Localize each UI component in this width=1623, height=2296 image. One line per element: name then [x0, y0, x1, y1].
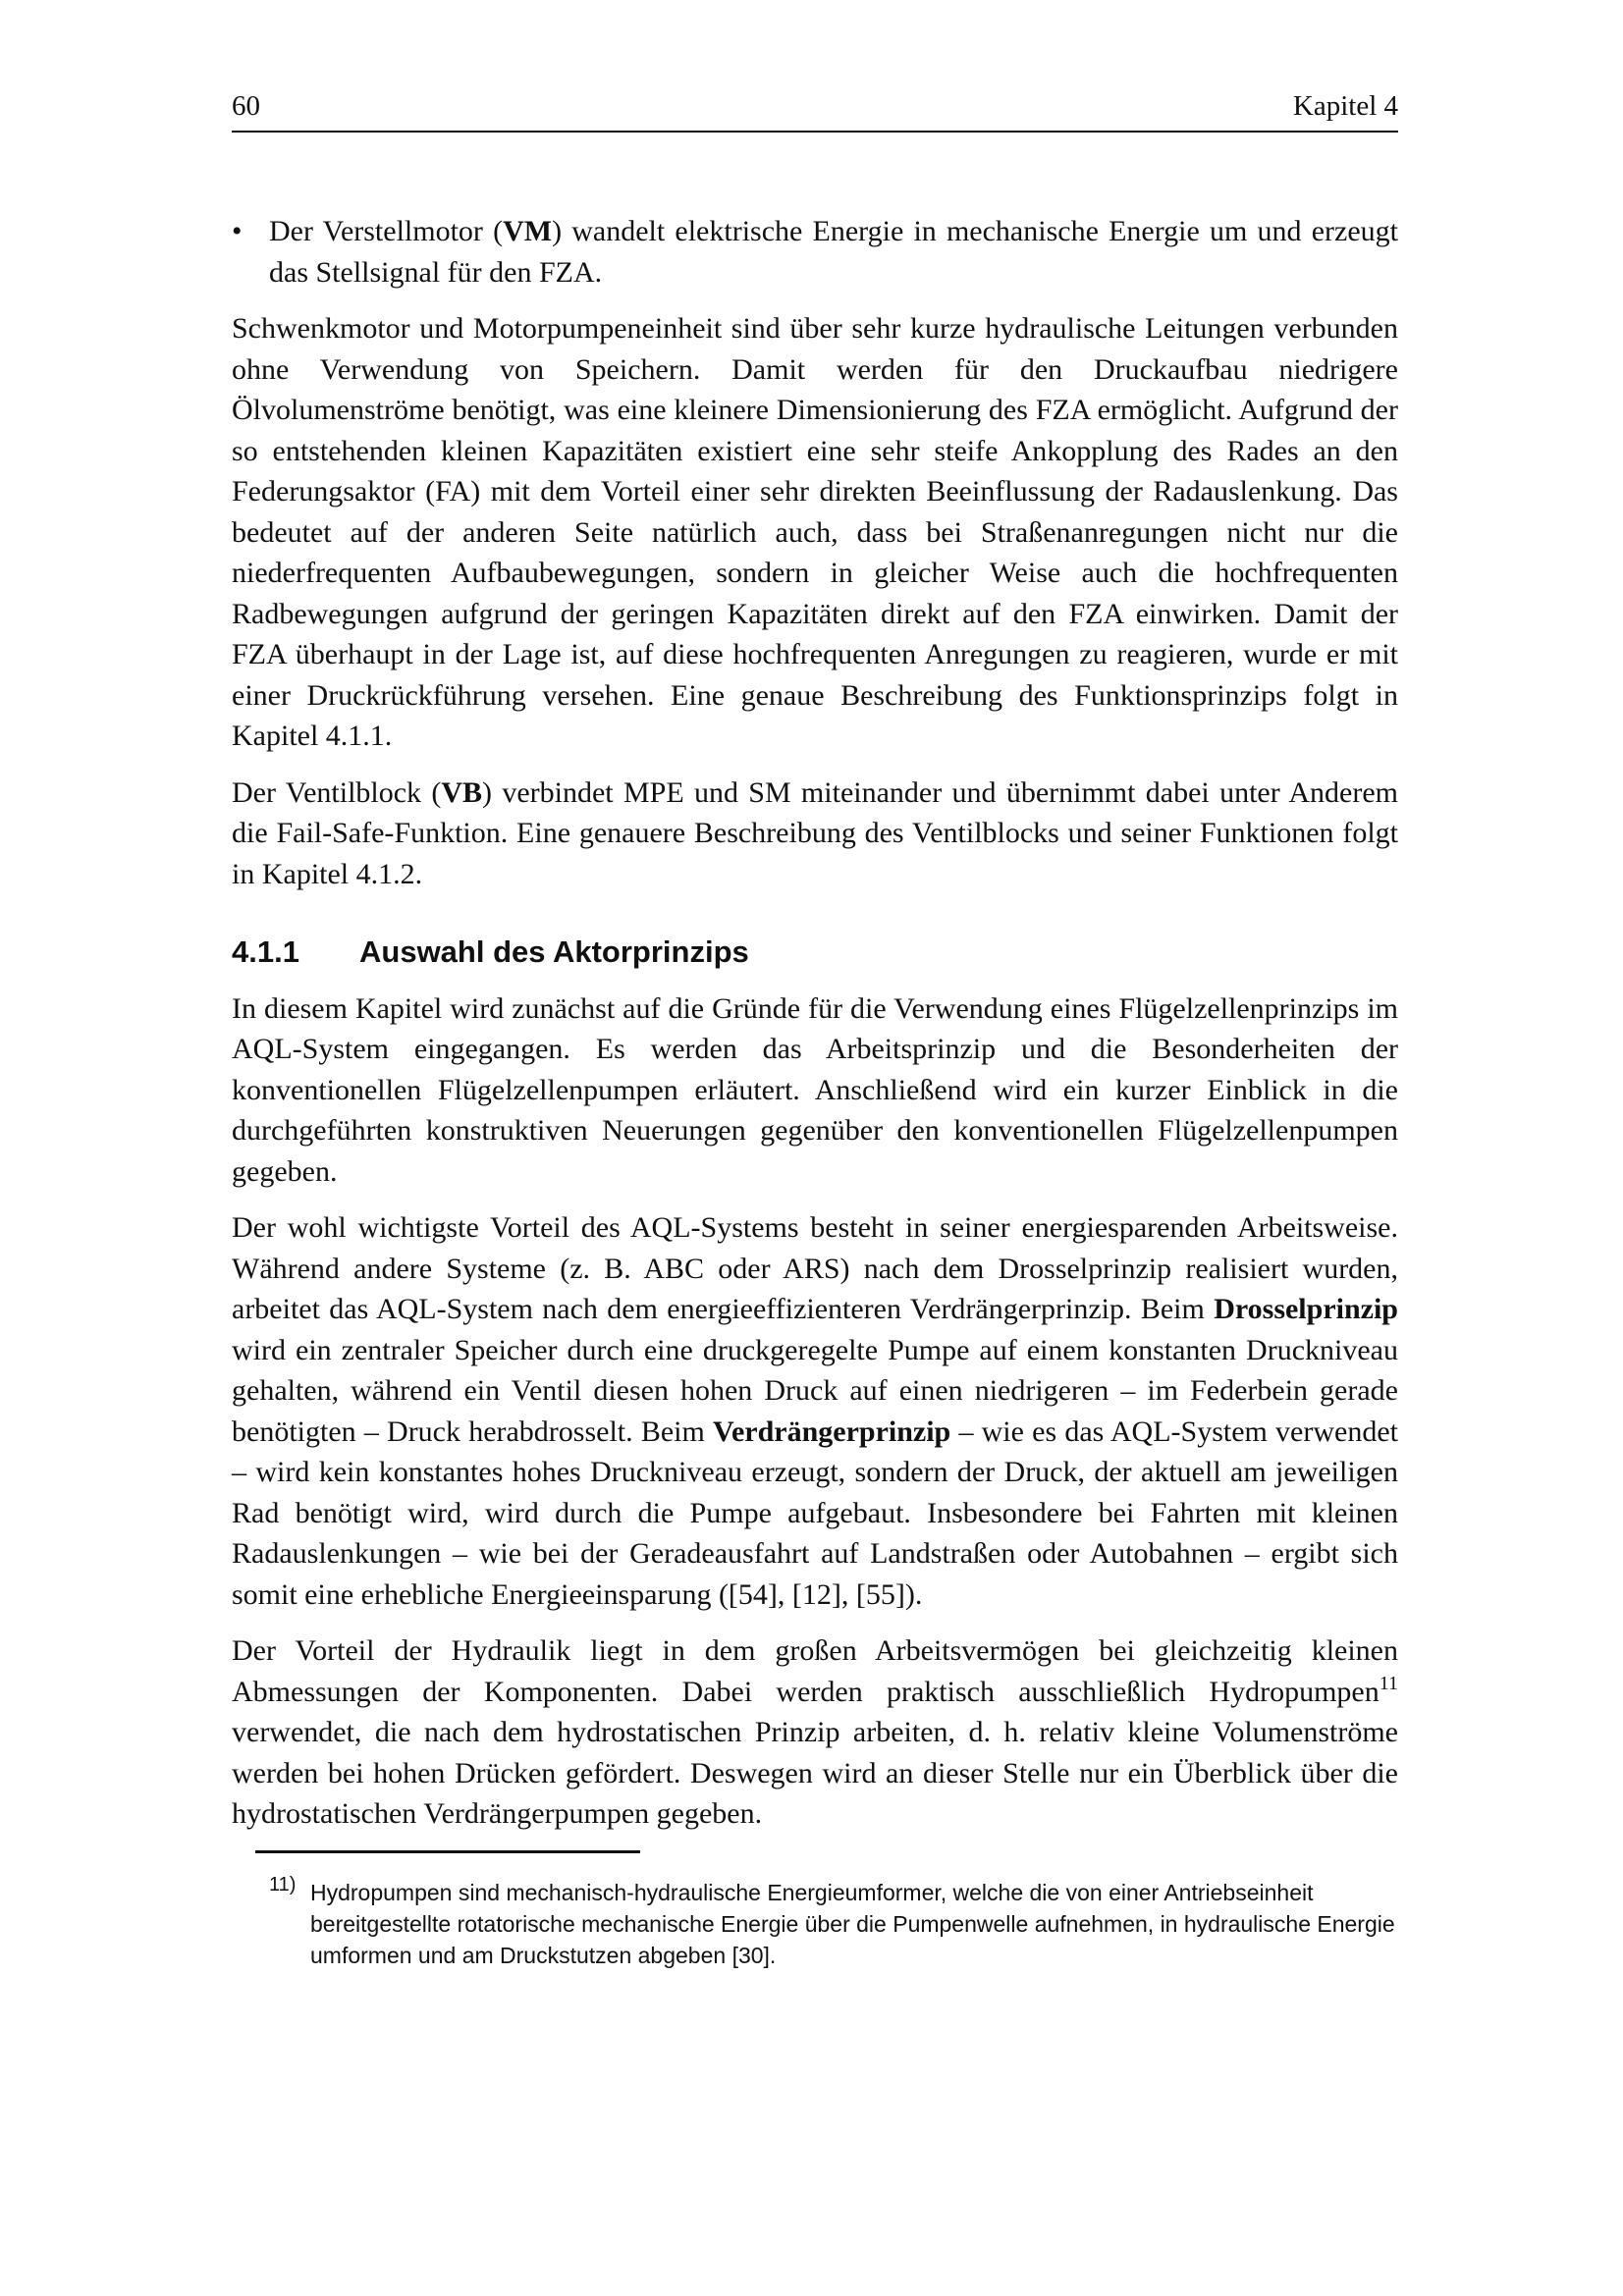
text-run: – wie es das AQL-System verwendet – wird kein konstantes hohes Druckniveau erzeugt, sondern der Druck, der aktuell am jeweiligen Rad benötigt wird, wird durch die Pumpe aufgebaut. Insbesondere bei Fahrten mit kleinen Radauslenkungen – wie bei der Geradeausfahrt auf Landstraßen oder Autobahnen – ergibt sich somit eine erhebliche Energieeinsparung ([54], [12], [55]). — [232, 1415, 1398, 1611]
page-body — [232, 211, 1398, 1971]
bullet-dot: • — [232, 215, 243, 247]
page-number: 60 — [232, 90, 260, 122]
footnote-separator — [255, 1850, 640, 1853]
section-heading — [232, 932, 1398, 973]
page-header — [232, 90, 1398, 133]
bold-term: Drosselprinzip — [1214, 1293, 1398, 1325]
footnote-text: Hydropumpen sind mechanisch-hydraulische Energieumformer, welche die von einer Antriebseinheit bereitgestellte rotatorische mechanische Energie über die Pumpenwelle aufnehmen, in hydraulische Energie umformen und am Druckstutzen abgeben [30]. — [310, 1879, 1395, 1968]
text-run: wird ein zentraler Speicher durch eine druckgeregelte Pumpe auf einem konstanten Druckniveau gehalten, während ein Ventil diesen hohen Druck auf einen niedrigeren – im Federbein gerade benötigten – Druck herabdrosselt. Beim — [232, 1333, 1398, 1448]
text-run: Der Ventilblock ( — [232, 775, 442, 809]
footnote-reference[interactable]: 11 — [1379, 1672, 1398, 1694]
bold-term: VB — [441, 775, 483, 809]
document-page — [232, 90, 1398, 1971]
paragraph-5 — [232, 1630, 1398, 1835]
text-run: Der Vorteil der Hydraulik liegt in dem großen Arbeitsvermögen bei gleichzeitig kleinen Abmessungen der Komponenten. Dabei werden praktisch ausschließlich Hydropumpen — [232, 1634, 1398, 1708]
footnote — [269, 1873, 1398, 1971]
paragraph-2 — [232, 773, 1398, 895]
paragraph-3: In diesem Kapitel wird zunächst auf die Gründe für die Verwendung eines Flügelzellenprinzips im AQL-System eingegangen. Es werden das Arbeitsprinzip und die Besonderheiten der konventionellen Flügelzellenpumpen erläutert. Anschließend wird ein kurzer Einblick in die durchgeführten konstruktiven Neuerungen gegenüber den konventionellen Flügelzellenpumpen gegeben. — [232, 991, 1398, 1188]
text-run: Der wohl wichtigste Vorteil des AQL-Systems besteht in seiner energiesparenden Arbeitsweise. Während andere Systeme (z. B. ABC oder ARS) nach dem Drosselprinzip realisiert wurden, arbeitet das AQL-System nach dem energieeffizienteren Verdrängerprinzip. Beim — [232, 1211, 1398, 1325]
text-run: verwendet, die nach dem hydrostatischen Prinzip arbeiten, d. h. relativ kleine Volumenströme werden bei hohen Drücken gefördert. Deswegen wird an dieser Stelle nur ein Überblick über die hydrostatischen Verdrängerpumpen gegeben. — [232, 1716, 1398, 1830]
section-number: 4.1.1 — [232, 934, 299, 969]
paragraph-1: Schwenkmotor und Motorpumpeneinheit sind über sehr kurze hydraulische Leitungen verbunden ohne Verwendung von Speichern. Damit werden für den Druckaufbau niedrigere Ölvolumenströme benötigt, was eine kleinere Dimensionierung des FZA ermöglicht. Aufgrund der so entstehenden kleinen Kapazitäten existiert eine sehr steife Ankopplung des Rades an den Federungsaktor (FA) mit dem Vorteil einer sehr direkten Beeinflussung der Radauslenkung. Das bedeutet auf der anderen Seite natürlich auch, dass bei Straßenanregungen nicht nur die niederfrequenten Aufbaubewegungen, sondern in gleicher Weise auch die hochfrequenten Radbewegungen aufgrund der geringen Kapazitäten direkt auf den FZA einwirken. Damit der FZA überhaupt in der Lage ist, auf diese hochfrequenten Anregungen zu reagieren, wurde er mit einer Druckrückführung versehen. Eine genaue Beschreibung des Funktionsprinzips folgt in Kapitel 4.1.1. — [232, 312, 1398, 752]
chapter-title: Kapitel 4 — [1292, 90, 1398, 122]
bold-term: VM — [503, 215, 553, 247]
bullet-text — [269, 211, 1398, 293]
text-run: Der Verstellmotor ( — [269, 215, 504, 247]
text-run: ) verbindet MPE und SM miteinander und übernimmt dabei unter Anderem die Fail-Safe-Funktion. Eine genauere Beschreibung des Ventilblocks und seiner Funktionen folgt in Kapitel 4.1.2. — [232, 775, 1398, 890]
section-title: Auswahl des Aktorprinzips — [359, 934, 749, 969]
text-run: ) wandelt elektrische Energie in mechanische Energie um und erzeugt das Stellsignal für den FZA. — [269, 215, 1398, 289]
bold-term: Verdrängerprinzip — [713, 1415, 951, 1448]
paragraph-4 — [232, 1207, 1398, 1615]
bullet-item — [232, 211, 1398, 293]
footnote-mark: 11) — [269, 1873, 297, 1896]
